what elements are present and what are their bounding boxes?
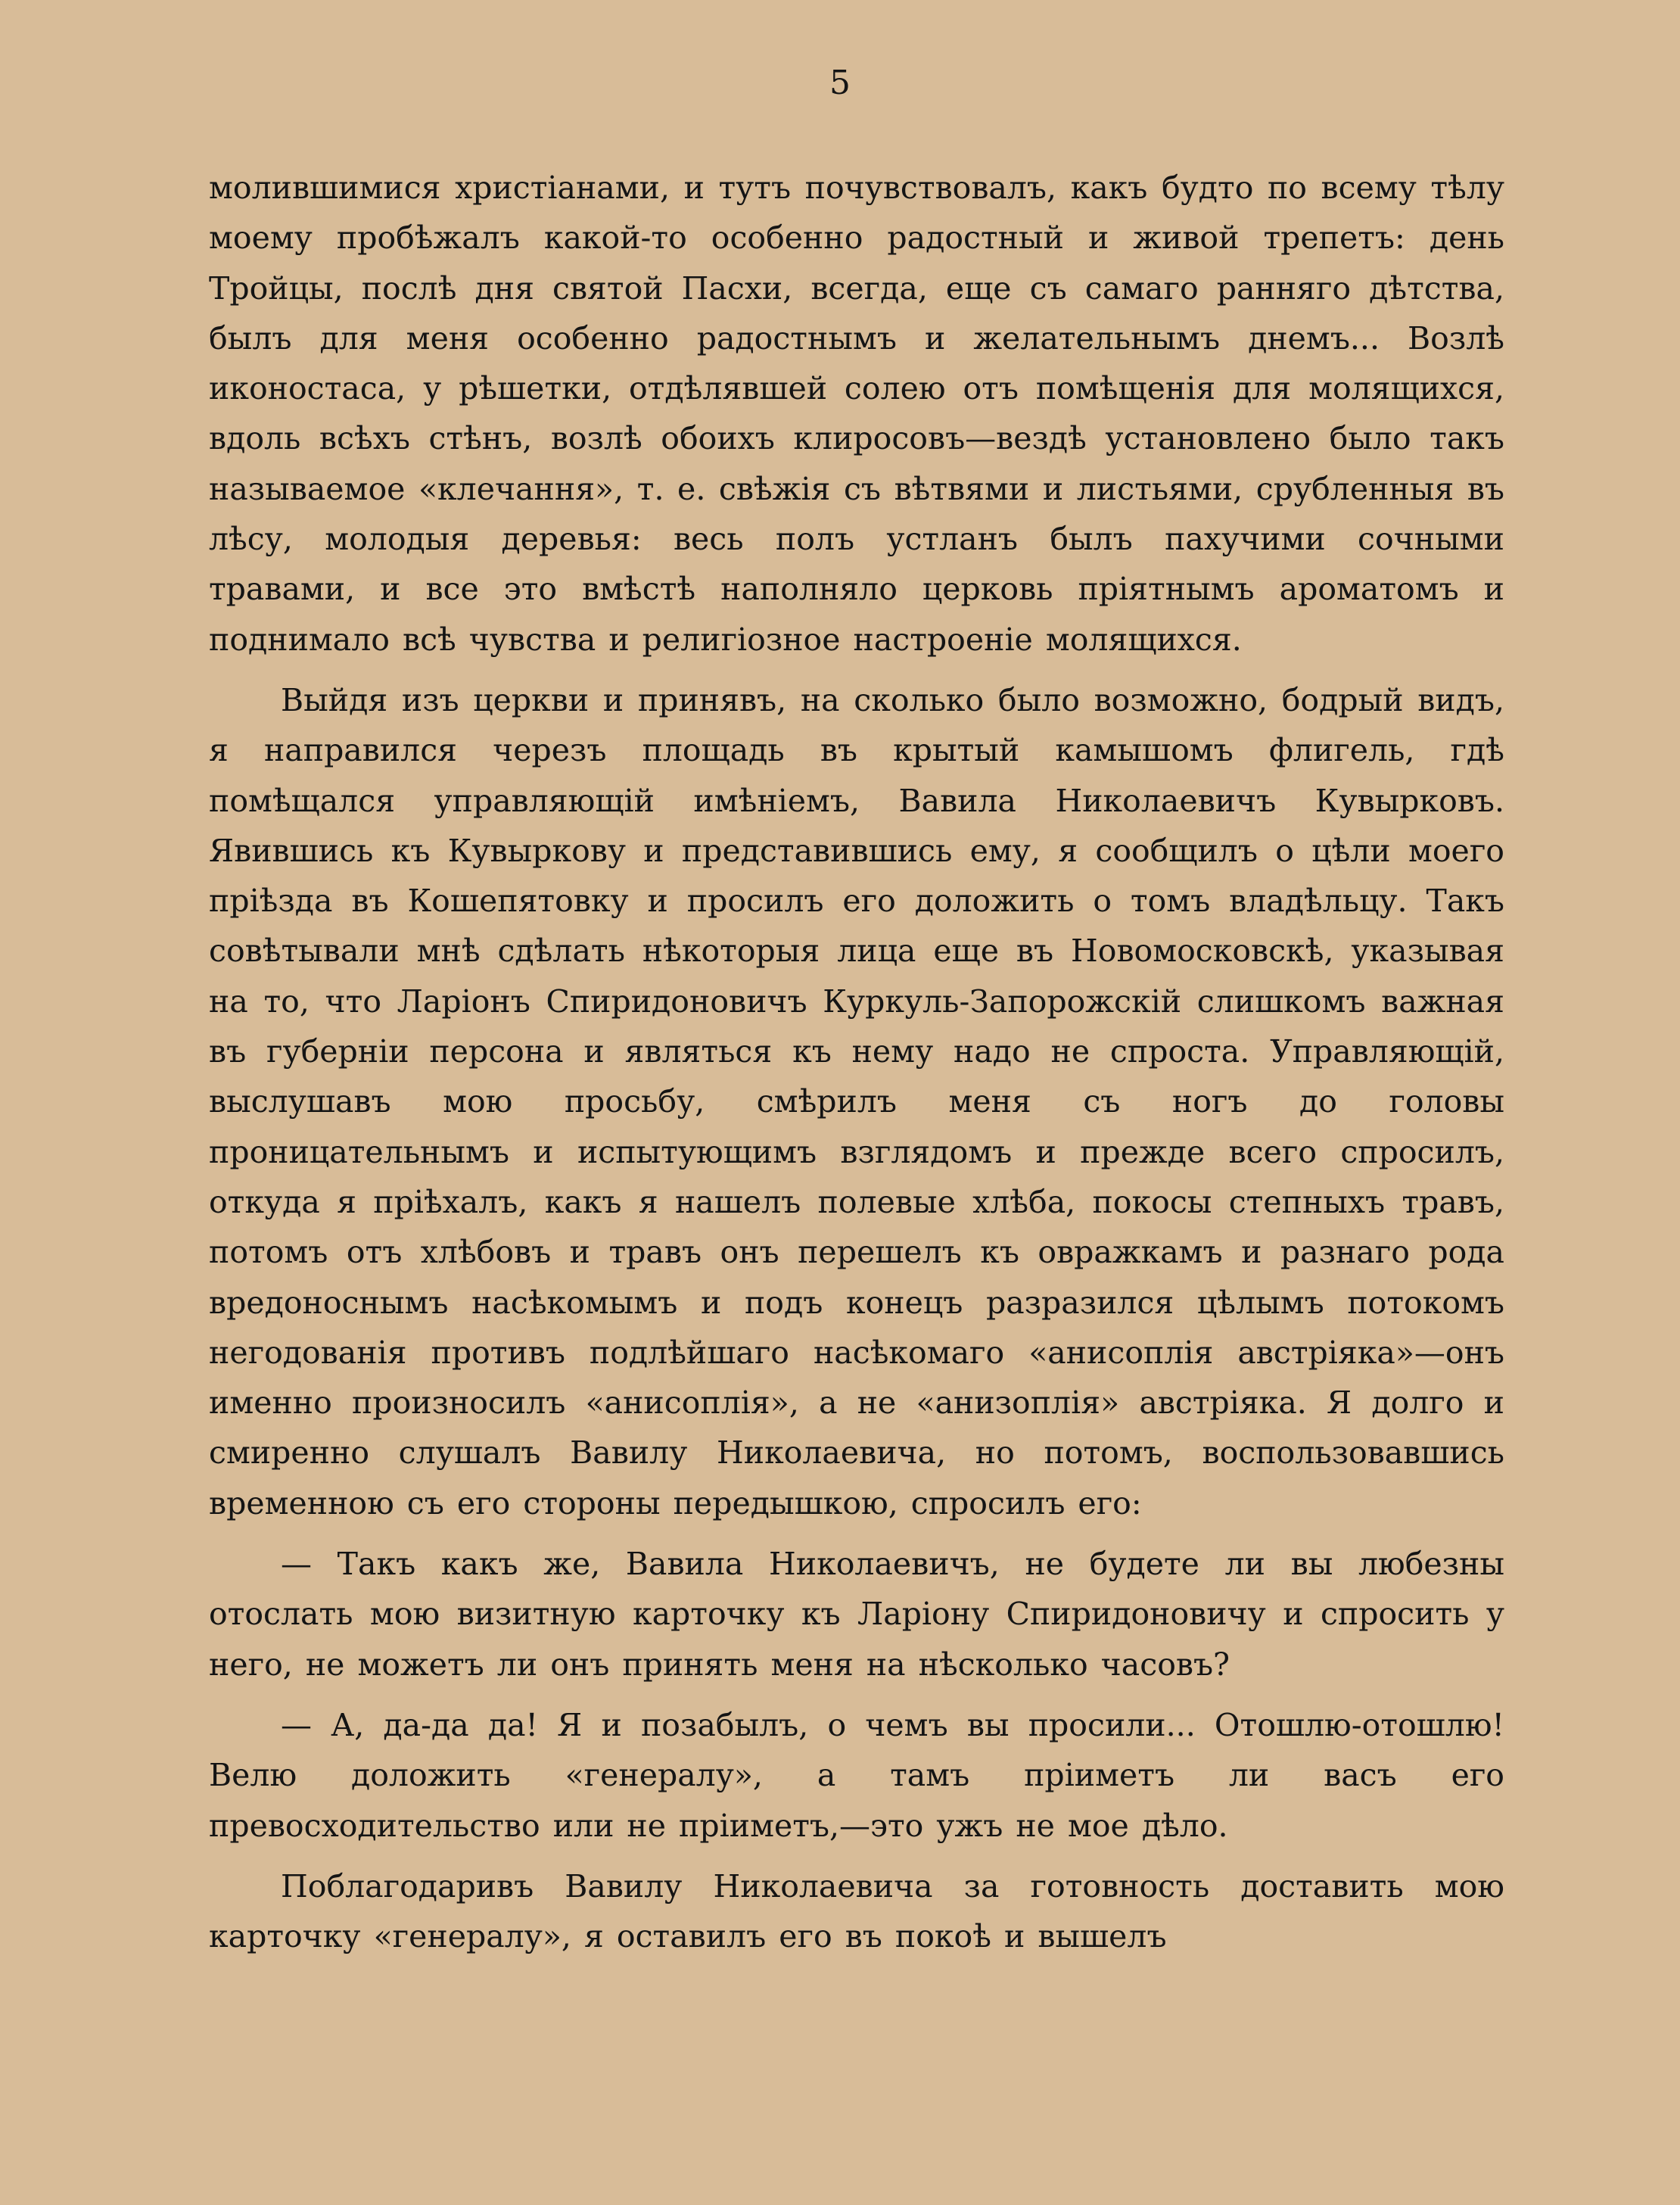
paragraph: Поблагодаривъ Вавилу Николаевича за готовность доставить мою карточку «генералу», я оставилъ его въ покоѣ и вышелъ [209,1867,1504,1955]
paragraph: молившимися христіанами, и тутъ почувствовалъ, какъ будто по всему тѣлу моему пробѣжалъ какой-то особенно радостный и живой трепетъ: день Тройцы, послѣ дня святой Пасхи, всегда, еще съ самаго ранняго дѣтства, былъ для меня особенно радостнымъ и желательнымъ днемъ... Возлѣ иконостаса, у рѣшетки, отдѣлявшей солею отъ помѣщенія для молящихся, вдоль всѣхъ стѣнъ, возлѣ обоихъ клиросовъ—вездѣ установлено было такъ называемое «клечання», т. е. свѣжія съ вѣтвями и листьями, срубленныя въ лѣсу, молодыя деревья: весь полъ устланъ былъ пахучими сочными травами, и все это вмѣстѣ наполняло церковь пріятнымъ ароматомъ и поднимало всѣ чувства и религіозное настроеніе молящихся. [209,170,1504,658]
paragraph: — Такъ какъ же, Вавила Николаевичъ, не будете ли вы любезны отослать мою визитную карточку къ Ларіону Спиридоновичу и спросить у него, не можетъ ли онъ принять меня на нѣсколько часовъ? [209,1546,1504,1683]
page-number: 5 [829,64,851,102]
body-text [209,163,1504,1972]
paragraph: Выйдя изъ церкви и принявъ, на сколько было возможно, бодрый видъ, я направился черезъ площадь въ крытый камышомъ флигель, гдѣ помѣщался управляющій имѣніемъ, Вавила Николаевичъ Кувырковъ. Явившись къ Кувыркову и представившись ему, я сообщилъ о цѣли моего пріѣзда въ Кошепятовку и просилъ его доложить о томъ владѣльцу. Такъ совѣтывали мнѣ сдѣлать нѣкоторыя лица еще въ Новомосковскѣ, указывая на то, что Ларіонъ Спиридоновичъ Куркуль-Запорожскій слишкомъ важная въ губерніи персона и являться къ нему надо не спроста. Управляющій, выслушавъ мою просьбу, смѣрилъ меня съ ногъ до головы проницательнымъ и испытующимъ взглядомъ и прежде всего спросилъ, откуда я пріѣхалъ, какъ я нашелъ полевые хлѣба, покосы степныхъ травъ, потомъ отъ хлѣбовъ и травъ онъ перешелъ къ овражкамъ и разнаго рода вредоноснымъ насѣкомымъ и подъ конецъ разразился цѣлымъ потокомъ негодованія противъ подлѣйшаго насѣкомаго «анисоплія австріяка»—онъ именно произносилъ «анисоплія», а не «анизоплія» австріяка. Я долго и смиренно слушалъ Вавилу Николаевича, но потомъ, воспользовавшись временною съ его стороны передышкою, спросилъ его: [209,681,1504,1521]
paragraph: — А, да-да да! Я и позабылъ, о чемъ вы просили... Отошлю-отошлю! Велю доложить «генералу», а тамъ пріиметъ ли васъ его превосходительство или не пріиметъ,—это ужъ не мое дѣло. [209,1706,1504,1844]
